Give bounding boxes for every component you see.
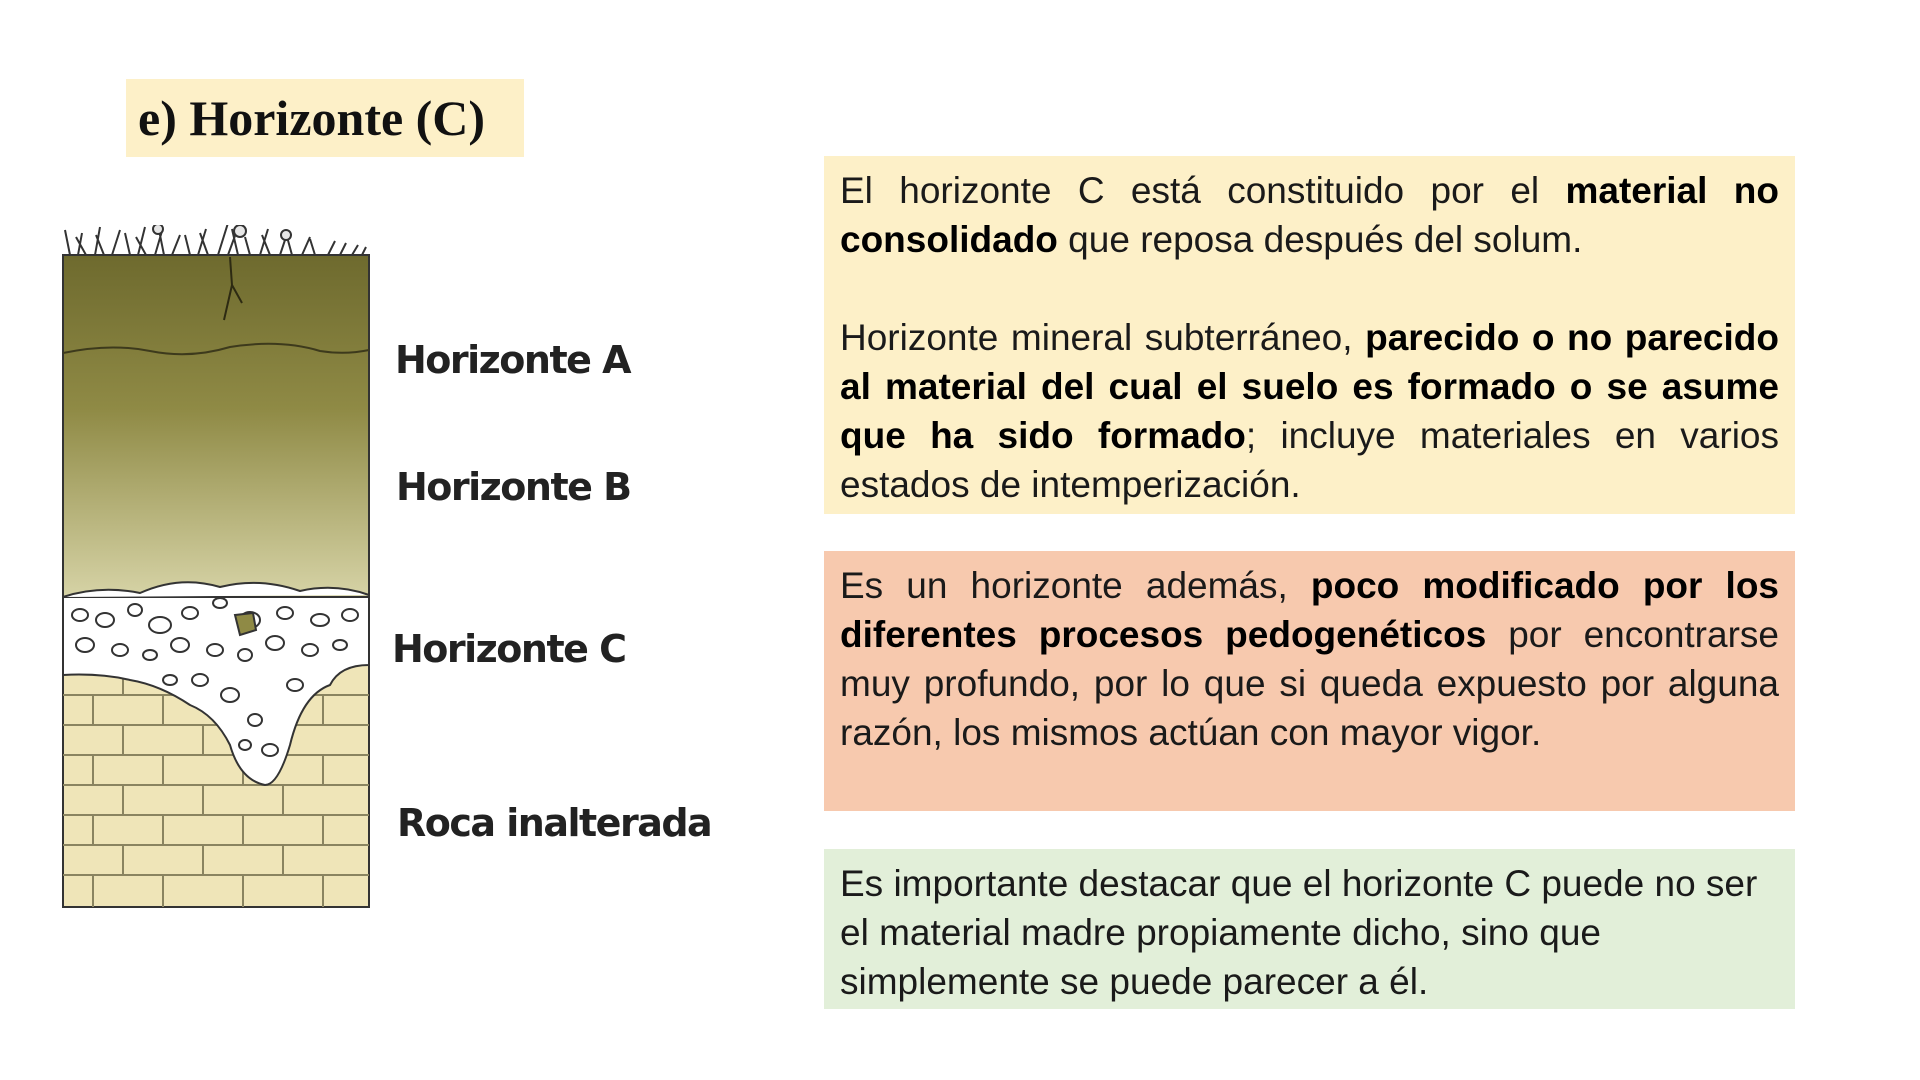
text-run: Es importante destacar que el horizonte C puede no ser el material madre propiamente dicho, sino que simplemente se puede parecer a él. <box>840 863 1758 1002</box>
info-box-definition <box>824 156 1795 514</box>
slide-title-box <box>126 79 524 157</box>
definition-paragraph <box>840 166 1779 264</box>
pedogenesis-paragraph <box>840 561 1779 757</box>
text-run: ; incluye materiales en varios estados de intemperización. <box>840 415 1779 505</box>
text-run: Horizonte mineral subterráneo, <box>840 317 1366 358</box>
grass-vegetation <box>65 225 366 255</box>
label-horizonte-a: Horizonte A <box>395 338 631 382</box>
mineral-horizon-paragraph <box>840 313 1779 509</box>
soil-profile-diagram <box>40 225 780 925</box>
text-run: El horizonte C está constituido por el <box>840 170 1566 211</box>
parent-material-paragraph <box>840 859 1779 1006</box>
text-run: Es un horizonte además, <box>840 565 1311 606</box>
text-run: por encontrarse muy profundo, por lo que si queda expuesto por alguna razón, los mismos actúan con mayor vigor. <box>840 614 1779 753</box>
soil-layer-ab <box>63 255 369 597</box>
text-run-bold: material no consolidado <box>840 170 1779 260</box>
text-run-bold: parecido o no parecido al material del cual el suelo es formado o se asume que ha sido formado <box>840 317 1779 456</box>
label-horizonte-c: Horizonte C <box>392 627 626 671</box>
text-run: que reposa después del solum. <box>1057 219 1583 260</box>
label-horizonte-b: Horizonte B <box>396 465 631 509</box>
slide-title: e) Horizonte (C) <box>138 90 486 146</box>
info-box-parent-material <box>824 849 1795 1009</box>
info-box-pedogenesis <box>824 551 1795 811</box>
label-roca-inalterada: Roca inalterada <box>397 801 712 845</box>
text-run-bold: poco modificado por los diferentes procesos pedogenéticos <box>840 565 1779 655</box>
